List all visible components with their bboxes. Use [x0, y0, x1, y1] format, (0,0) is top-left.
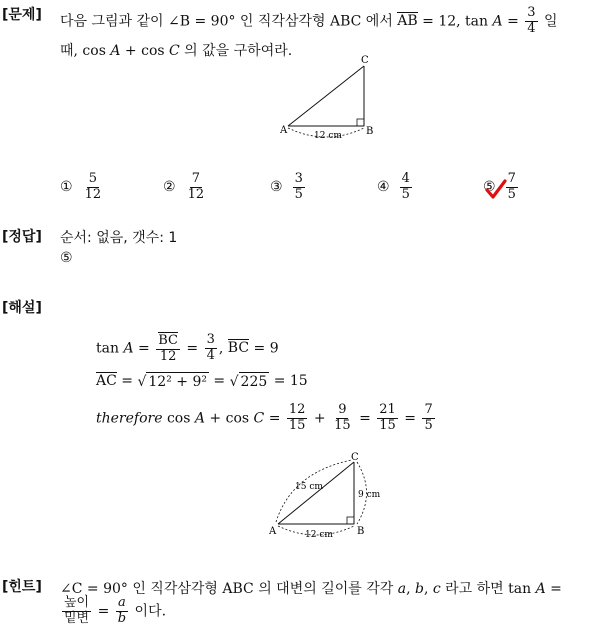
problem-line-1: 다음 그림과 같이 ∠B = 90° 인 직각삼각형 ABC 에서 AB = 12, tan A = $\frac{3}{4}$ 일: [60, 5, 558, 36]
problem-line-2: 때, cos A + cos C 의 값을 구하여라.: [60, 43, 293, 59]
answer-label: [정답]: [2, 229, 42, 245]
choice-5[interactable]: ⑤ $\frac{7}{5}$: [483, 171, 516, 202]
explanation-eq-3: therefore cos A + cos C = $\frac{12}{15}$ + $\frac{9}{15}$ = $\frac{21}{15}$ = $\frac{7}{5}$: [96, 402, 433, 433]
answer-line: 순서: 없음, 갯수: 1: [60, 230, 178, 246]
hint-line-2: $\frac{\text{높이}}{\text{밑변}}$ = $\frac{a}{b}$ 이다.: [64, 595, 167, 626]
explanation-triangle-figure: [262, 452, 392, 544]
explanation-label: [해설]: [2, 300, 42, 316]
vertex-b-label: B: [366, 126, 374, 137]
answer-number: ⑤: [60, 250, 73, 266]
vertex-b-label: B: [357, 526, 365, 537]
vertex-a-label: A: [280, 125, 288, 136]
vertex-a-label: A: [269, 526, 277, 537]
problem-label: [문제]: [2, 7, 42, 23]
ab-length-label: 12 cm: [314, 131, 342, 141]
bc-length-label: 9 cm: [358, 490, 381, 500]
problem-triangle-figure: [270, 52, 390, 148]
hint-line-1: ∠C = 90° 인 직각삼각형 ABC 의 대변의 길이를 각각 a, b, c 라고 하면 tan A =: [60, 581, 562, 597]
explanation-eq-1: tan A = $\frac{BC}{12}$ = $\frac{3}{4}$ , BC = 9: [96, 332, 279, 364]
hint-label: [힌트]: [2, 579, 42, 595]
explanation-eq-2: AC = √ 12² + 9² = √ 225 = 15: [96, 373, 308, 390]
vertex-c-label: C: [351, 452, 359, 463]
correct-check-icon: [485, 178, 507, 200]
ab-length-label: 12 cm: [305, 530, 333, 540]
choice-1[interactable]: ① $\frac{5}{12}$: [60, 171, 102, 202]
ac-length-label: 15 cm: [295, 482, 323, 492]
choice-2[interactable]: ② $\frac{7}{12}$: [163, 171, 205, 202]
vertex-c-label: C: [361, 55, 369, 66]
choice-4[interactable]: ④ $\frac{4}{5}$: [377, 171, 410, 202]
fraction-3-4: $\frac{3}{4}$: [527, 5, 536, 36]
choice-3[interactable]: ③ $\frac{3}{5}$: [270, 171, 303, 202]
segment-ab: AB: [397, 13, 418, 30]
